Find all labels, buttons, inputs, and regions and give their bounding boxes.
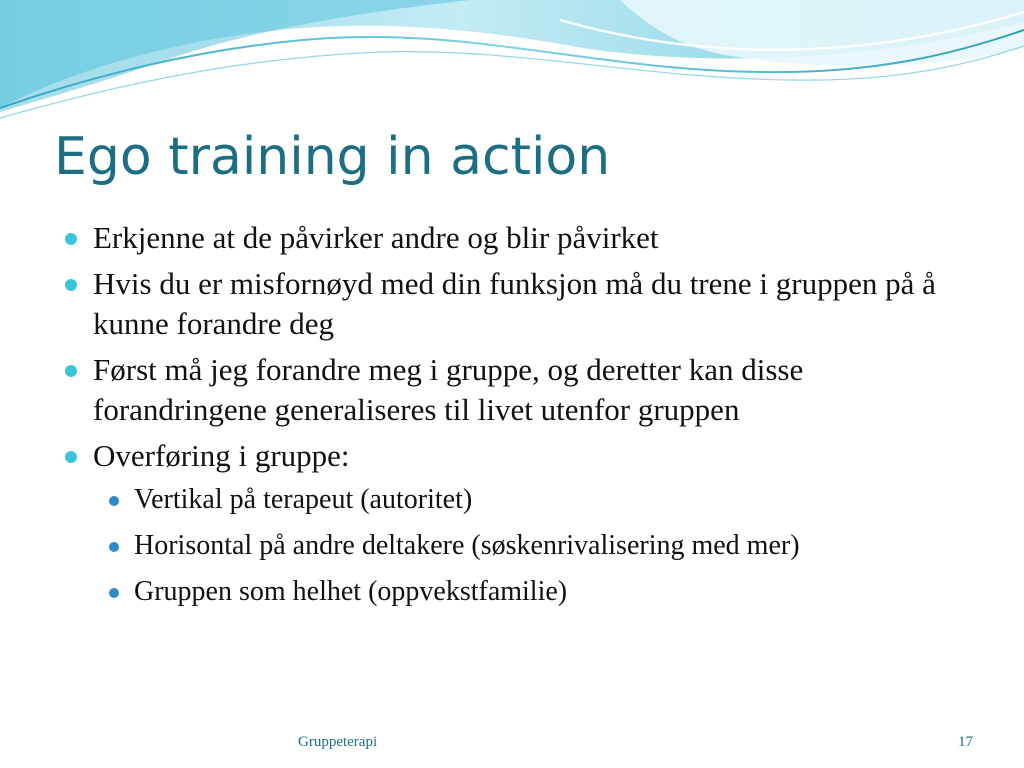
bullet-dot-icon <box>65 365 77 377</box>
bullet-text: Hvis du er misfornøyd med din funksjon må du trene i gruppen på å kunne forandre deg <box>93 266 936 341</box>
bullet-item <box>60 264 980 344</box>
sub-bullet-dot-icon <box>109 496 119 506</box>
header-wave-decoration <box>0 0 1024 130</box>
bullet-text: Erkjenne at de påvirker andre og blir påvirket <box>93 220 659 255</box>
sub-bullet-item <box>60 574 980 610</box>
bullet-item <box>60 350 980 430</box>
bullet-dot-icon <box>65 451 77 463</box>
bullet-item <box>60 218 980 258</box>
sub-bullet-text: Gruppen som helhet (oppvekstfamilie) <box>134 576 568 607</box>
bullet-text: Overføring i gruppe: <box>93 438 350 473</box>
bullet-dot-icon <box>65 233 77 245</box>
bullet-list <box>60 218 980 620</box>
sub-bullet-dot-icon <box>109 542 119 552</box>
bullet-text: Først må jeg forandre meg i gruppe, og deretter kan disse forandringene generaliseres til livet utenfor gruppen <box>93 352 804 427</box>
footer-label: Gruppeterapi <box>298 734 378 750</box>
sub-bullet-item <box>60 482 980 518</box>
sub-bullet-text: Horisontal på andre deltakere (søskenrivalisering med mer) <box>134 530 800 561</box>
sub-bullet-text: Vertikal på terapeut (autoritet) <box>134 484 473 515</box>
bullet-item <box>60 436 980 476</box>
slide-number: 17 <box>958 734 973 750</box>
bullet-dot-icon <box>65 279 77 291</box>
slide-title: Ego training in action <box>54 127 611 187</box>
sub-bullet-dot-icon <box>109 588 119 598</box>
sub-bullet-item <box>60 528 980 564</box>
